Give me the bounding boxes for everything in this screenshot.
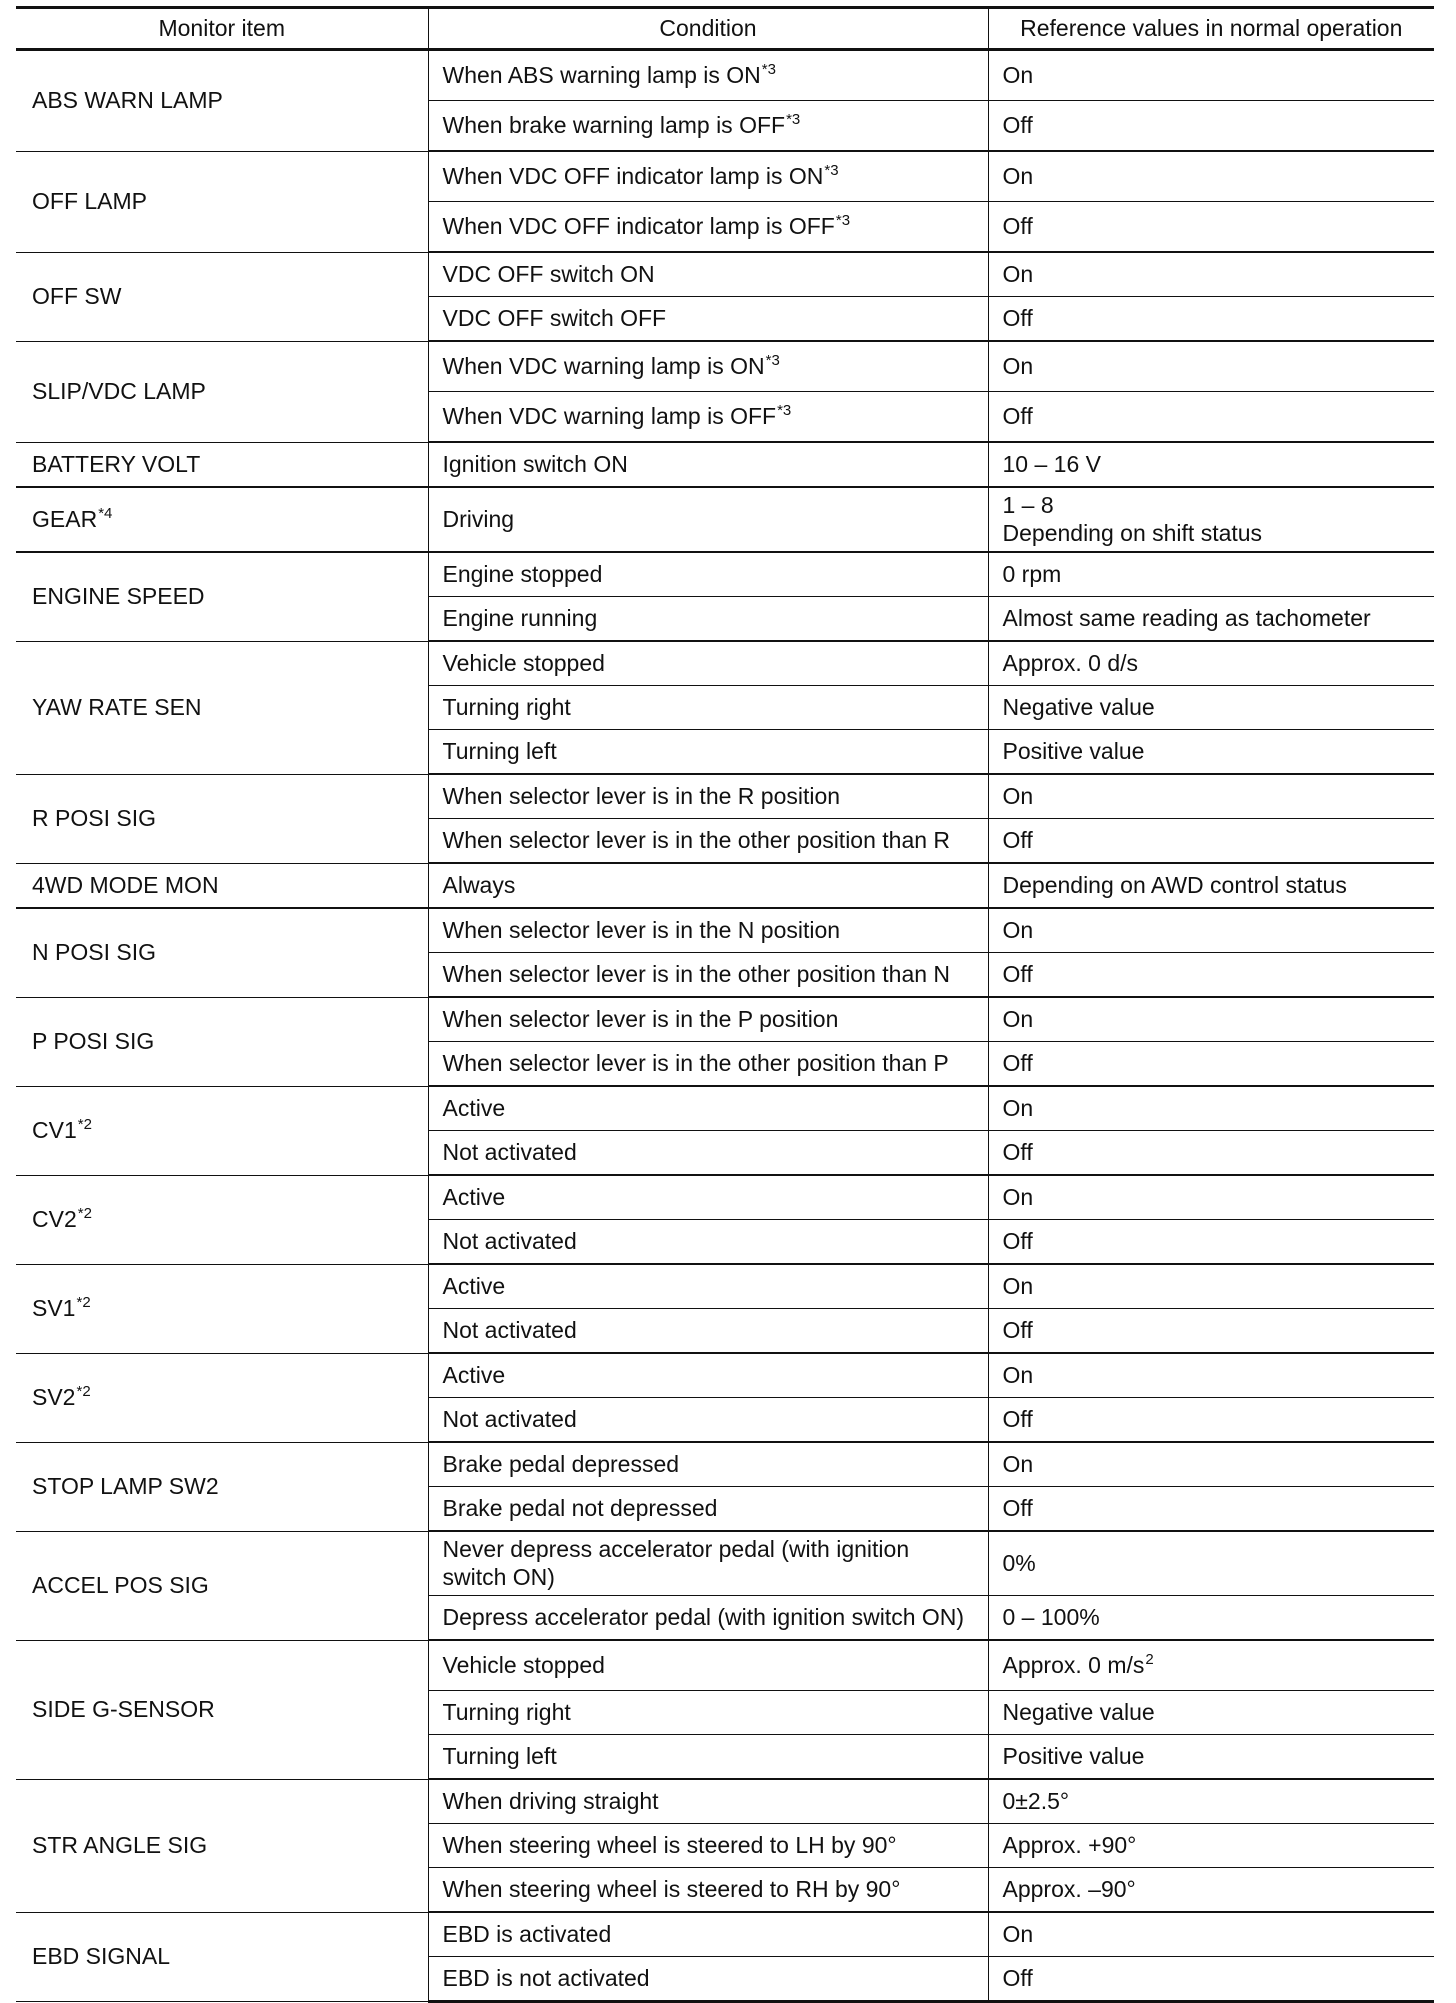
table-row: [16, 442, 1434, 487]
condition-cell: [428, 774, 988, 819]
table-row: [16, 774, 1434, 819]
reference-value-cell: [988, 908, 1434, 953]
condition-cell: [428, 1779, 988, 1824]
monitor-item-label: OFF SW: [32, 283, 122, 309]
footnote-mark: *3: [824, 162, 839, 179]
condition-text: Active: [442, 1095, 506, 1121]
table-row: [16, 1442, 1434, 1487]
reference-value-text: On: [1002, 917, 1034, 943]
condition-text: When steering wheel is steered to LH by 90°: [442, 1832, 897, 1858]
reference-value-text: 0±2.5°: [1002, 1788, 1070, 1814]
reference-value-text: On: [1002, 1184, 1034, 1210]
reference-value-cell: [988, 487, 1434, 552]
condition-cell: [428, 1309, 988, 1354]
reference-value-text: Approx. 0 d/s: [1002, 650, 1139, 676]
reference-value-text: Negative value: [1002, 1699, 1155, 1725]
monitor-item-cell: [16, 487, 428, 552]
condition-text: Depress accelerator pedal (with ignition switch ON): [442, 1604, 965, 1630]
reference-value-text: Off: [1002, 403, 1033, 429]
reference-value-cell: [988, 1442, 1434, 1487]
reference-value-text: Off: [1002, 1139, 1033, 1165]
footnote-mark: *2: [77, 1205, 92, 1222]
condition-text: When driving straight: [442, 1788, 659, 1814]
reference-value-cell: [988, 730, 1434, 775]
reference-value-text: On: [1002, 1451, 1034, 1477]
condition-text: Engine running: [442, 605, 598, 631]
condition-cell: [428, 1640, 988, 1691]
reference-value-text: On: [1002, 261, 1034, 287]
monitor-item-label: ABS WARN LAMP: [32, 87, 223, 114]
condition-text: EBD is not activated: [442, 1965, 650, 1991]
condition-text: Active: [442, 1184, 506, 1210]
condition-cell: [428, 1175, 988, 1220]
condition-text: When selector lever is in the R position: [442, 783, 841, 809]
reference-value-cell: [988, 1957, 1434, 2002]
table-body: [16, 50, 1434, 2002]
monitor-item-label: N POSI SIG: [32, 939, 156, 966]
reference-value-text: Positive value: [1002, 1743, 1145, 1769]
condition-text-line2: switch ON): [442, 1564, 555, 1590]
reference-value-text: 1 – 8: [1002, 492, 1054, 518]
condition-cell: [428, 297, 988, 342]
monitor-item-label: SV1: [32, 1295, 76, 1321]
condition-cell: [428, 1398, 988, 1443]
monitor-reference-table: [16, 6, 1434, 2003]
reference-value-text-line2: Depending on shift status: [1002, 520, 1263, 546]
condition-cell: [428, 1912, 988, 1957]
reference-value-text: Negative value: [1002, 694, 1155, 720]
reference-value-text: On: [1002, 1095, 1034, 1121]
header-monitor-item: Monitor item: [16, 8, 428, 50]
table-row: [16, 552, 1434, 597]
reference-value-text: 0 rpm: [1002, 561, 1062, 587]
reference-value-text: Off: [1002, 1228, 1033, 1254]
monitor-item-cell: [16, 1531, 428, 1640]
condition-cell: [428, 1442, 988, 1487]
reference-value-cell: [988, 1779, 1434, 1824]
footnote-mark: *3: [835, 212, 851, 229]
reference-value-cell: [988, 1912, 1434, 1957]
reference-value-cell: [988, 641, 1434, 686]
monitor-item-cell: [16, 252, 428, 341]
monitor-item-cell: [16, 774, 428, 863]
monitor-item-cell: [16, 908, 428, 997]
reference-value-text: On: [1002, 1362, 1034, 1388]
reference-value-text: On: [1002, 62, 1034, 88]
reference-value-text: On: [1002, 1273, 1034, 1299]
condition-text: When ABS warning lamp is ON: [442, 62, 761, 88]
condition-text: Vehicle stopped: [442, 1652, 605, 1678]
condition-cell: [428, 392, 988, 443]
reference-value-text: Off: [1002, 1495, 1033, 1521]
reference-value-cell: [988, 774, 1434, 819]
monitor-item-cell: [16, 341, 428, 442]
reference-value-cell: [988, 686, 1434, 730]
monitor-item-cell: [16, 1912, 428, 2002]
reference-value-cell: [988, 297, 1434, 342]
monitor-item-label: 4WD MODE MON: [32, 871, 219, 898]
reference-value-cell: [988, 1353, 1434, 1398]
monitor-item-label: OFF LAMP: [32, 188, 148, 214]
condition-text: Active: [442, 1362, 506, 1388]
reference-value-cell: [988, 1309, 1434, 1354]
reference-value-cell: [988, 1086, 1434, 1131]
condition-text: Not activated: [442, 1228, 577, 1254]
table-row: [16, 487, 1434, 552]
condition-cell: [428, 101, 988, 152]
condition-text: When VDC warning lamp is OFF: [442, 403, 777, 429]
monitor-item-cell: [16, 442, 428, 487]
condition-text: Turning right: [442, 1699, 571, 1725]
condition-cell: [428, 1531, 988, 1596]
reference-value-cell: [988, 151, 1434, 202]
reference-value-cell: [988, 1487, 1434, 1532]
condition-text: Not activated: [442, 1317, 577, 1343]
unit-exponent: 2: [1145, 1651, 1154, 1668]
footnote-mark: *4: [98, 505, 113, 522]
condition-cell: [428, 1487, 988, 1532]
reference-value-text: Off: [1002, 1317, 1033, 1343]
table-row: [16, 997, 1434, 1042]
condition-text: Engine stopped: [442, 561, 603, 587]
reference-value-text: Almost same reading as tachometer: [1002, 605, 1371, 631]
condition-cell: [428, 442, 988, 487]
condition-cell: [428, 908, 988, 953]
condition-text: Turning left: [442, 1743, 557, 1769]
reference-value-text: 10 – 16 V: [1002, 451, 1101, 477]
reference-value-cell: [988, 997, 1434, 1042]
condition-text: Not activated: [442, 1406, 577, 1432]
condition-text: When VDC OFF indicator lamp is ON: [442, 163, 824, 189]
reference-value-cell: [988, 863, 1434, 908]
condition-text: EBD is activated: [442, 1921, 612, 1947]
monitor-item-cell: [16, 50, 428, 152]
table-row: [16, 341, 1434, 392]
reference-value-cell: [988, 1596, 1434, 1641]
reference-value-cell: [988, 1691, 1434, 1735]
monitor-item-label: SLIP/VDC LAMP: [32, 378, 206, 404]
monitor-item-label: YAW RATE SEN: [32, 694, 202, 720]
condition-cell: [428, 597, 988, 642]
condition-text: Always: [442, 872, 516, 898]
condition-cell: [428, 1691, 988, 1735]
condition-cell: [428, 1957, 988, 2002]
condition-text: Brake pedal not depressed: [442, 1495, 718, 1521]
monitor-item-label: SV2: [32, 1384, 76, 1410]
condition-text: Turning right: [442, 694, 571, 720]
condition-text: When selector lever is in the other position than P: [442, 1050, 949, 1076]
reference-value-cell: [988, 1868, 1434, 1913]
reference-value-text: On: [1002, 163, 1034, 189]
monitor-item-label: CV1: [32, 1117, 77, 1143]
condition-text: Turning left: [442, 738, 557, 764]
monitor-item-label: R POSI SIG: [32, 805, 156, 831]
condition-text: Driving: [442, 506, 515, 532]
table-row: [16, 1353, 1434, 1398]
monitor-item-cell: [16, 1442, 428, 1531]
condition-cell: [428, 1264, 988, 1309]
reference-value-cell: [988, 552, 1434, 597]
monitor-item-cell: [16, 552, 428, 641]
table-row: [16, 1779, 1434, 1824]
monitor-item-label: BATTERY VOLT: [32, 450, 201, 477]
reference-value-text: Off: [1002, 1406, 1033, 1432]
table-row: [16, 863, 1434, 908]
condition-cell: [428, 341, 988, 392]
reference-value-cell: [988, 341, 1434, 392]
table-row: [16, 1640, 1434, 1691]
condition-text: Brake pedal depressed: [442, 1451, 680, 1477]
condition-cell: [428, 202, 988, 253]
condition-cell: [428, 1353, 988, 1398]
condition-cell: [428, 641, 988, 686]
reference-value-cell: [988, 1735, 1434, 1780]
monitor-item-cell: [16, 151, 428, 252]
condition-cell: [428, 151, 988, 202]
table-row: [16, 151, 1434, 202]
reference-value-cell: [988, 819, 1434, 864]
monitor-item-cell: [16, 997, 428, 1086]
reference-value-cell: [988, 1264, 1434, 1309]
monitor-item-label: SIDE G-SENSOR: [32, 1696, 215, 1722]
reference-value-cell: [988, 1824, 1434, 1868]
condition-text: Never depress accelerator pedal (with ignition: [442, 1536, 910, 1562]
footnote-mark: *3: [761, 61, 776, 78]
table-row: [16, 1912, 1434, 1957]
reference-value-cell: [988, 1220, 1434, 1265]
table-row: [16, 641, 1434, 686]
condition-text: Not activated: [442, 1139, 577, 1165]
reference-value-cell: [988, 392, 1434, 443]
condition-cell: [428, 1596, 988, 1641]
monitor-item-cell: [16, 1175, 428, 1264]
reference-value-cell: [988, 252, 1434, 297]
reference-value-text: 0 – 100%: [1002, 1604, 1100, 1630]
reference-value-text: Depending on AWD control status: [1002, 872, 1347, 898]
condition-cell: [428, 819, 988, 864]
condition-cell: [428, 997, 988, 1042]
reference-value-text: Off: [1002, 213, 1033, 239]
condition-text: Vehicle stopped: [442, 650, 605, 676]
footnote-mark: *2: [77, 1116, 92, 1133]
monitor-item-cell: [16, 1264, 428, 1353]
table-row: [16, 908, 1434, 953]
condition-cell: [428, 1086, 988, 1131]
header-condition: Condition: [428, 8, 988, 50]
reference-value-cell: [988, 442, 1434, 487]
condition-cell: [428, 1131, 988, 1176]
monitor-item-label: CV2: [32, 1206, 77, 1232]
monitor-item-label: GEAR: [32, 506, 98, 532]
reference-value-text: Off: [1002, 961, 1033, 987]
footnote-mark: *2: [76, 1383, 91, 1400]
reference-value-text: Off: [1002, 1050, 1033, 1076]
condition-cell: [428, 1868, 988, 1913]
reference-value-cell: [988, 1175, 1434, 1220]
monitor-item-label: STR ANGLE SIG: [32, 1832, 208, 1858]
table-row: [16, 1175, 1434, 1220]
condition-text: VDC OFF switch ON: [442, 261, 655, 287]
table-row: [16, 252, 1434, 297]
condition-cell: [428, 1735, 988, 1780]
reference-value-cell: [988, 1640, 1434, 1691]
monitor-item-label: EBD SIGNAL: [32, 1943, 171, 1970]
reference-value-cell: [988, 50, 1434, 101]
condition-text: Active: [442, 1273, 506, 1299]
condition-cell: [428, 552, 988, 597]
table-row: [16, 1264, 1434, 1309]
monitor-item-label: ENGINE SPEED: [32, 583, 205, 610]
reference-value-text: On: [1002, 353, 1034, 379]
condition-text: When selector lever is in the P position: [442, 1006, 839, 1032]
monitor-item-cell: [16, 641, 428, 774]
reference-value-text: Positive value: [1002, 738, 1145, 764]
condition-text: VDC OFF switch OFF: [442, 305, 667, 331]
reference-value-cell: [988, 202, 1434, 253]
reference-value-text: Off: [1002, 827, 1033, 853]
reference-value-text: Approx. 0 m/s: [1002, 1652, 1145, 1678]
reference-value-text: Off: [1002, 112, 1033, 138]
reference-value-text: On: [1002, 1006, 1034, 1032]
condition-text: When VDC OFF indicator lamp is OFF: [442, 213, 835, 239]
monitor-item-cell: [16, 1086, 428, 1175]
table-row: [16, 50, 1434, 101]
condition-cell: [428, 1042, 988, 1087]
reference-value-text: Off: [1002, 305, 1033, 331]
reference-value-text: Approx. +90°: [1002, 1832, 1137, 1858]
condition-cell: [428, 50, 988, 101]
condition-text: Ignition switch ON: [442, 451, 628, 477]
reference-value-cell: [988, 953, 1434, 998]
condition-cell: [428, 953, 988, 998]
reference-value-text: Approx. –90°: [1002, 1876, 1136, 1902]
reference-value-cell: [988, 597, 1434, 642]
reference-value-text: 0%: [1002, 1550, 1036, 1576]
condition-cell: [428, 487, 988, 552]
condition-cell: [428, 1220, 988, 1265]
condition-text: When steering wheel is steered to RH by 90°: [442, 1876, 901, 1902]
condition-text: When selector lever is in the other position than N: [442, 961, 951, 987]
reference-value-cell: [988, 1531, 1434, 1596]
condition-cell: [428, 730, 988, 775]
monitor-item-cell: [16, 1353, 428, 1442]
reference-value-text: On: [1002, 783, 1034, 809]
condition-cell: [428, 863, 988, 908]
condition-cell: [428, 1824, 988, 1868]
footnote-mark: *3: [777, 402, 792, 419]
condition-text: When brake warning lamp is OFF: [442, 112, 786, 138]
condition-cell: [428, 252, 988, 297]
condition-text: When selector lever is in the N position: [442, 917, 841, 943]
footnote-mark: *3: [765, 352, 780, 369]
monitor-item-cell: [16, 1640, 428, 1779]
reference-value-cell: [988, 101, 1434, 152]
condition-cell: [428, 686, 988, 730]
footnote-mark: *2: [76, 1294, 91, 1311]
footnote-mark: *3: [786, 111, 801, 128]
reference-value-text: On: [1002, 1921, 1034, 1947]
monitor-item-label: P POSI SIG: [32, 1028, 155, 1054]
reference-value-text: Off: [1002, 1965, 1033, 1991]
header-reference-values: Reference values in normal operation: [988, 8, 1434, 50]
table-header-row: [16, 8, 1434, 50]
reference-value-cell: [988, 1398, 1434, 1443]
monitor-item-label: ACCEL POS SIG: [32, 1572, 209, 1598]
condition-text: When VDC warning lamp is ON: [442, 353, 765, 379]
monitor-item-cell: [16, 863, 428, 908]
monitor-item-label: STOP LAMP SW2: [32, 1473, 219, 1499]
table-row: [16, 1531, 1434, 1596]
reference-value-cell: [988, 1131, 1434, 1176]
condition-text: When selector lever is in the other position than R: [442, 827, 951, 853]
monitor-item-cell: [16, 1779, 428, 1912]
table-row: [16, 1086, 1434, 1131]
reference-value-cell: [988, 1042, 1434, 1087]
